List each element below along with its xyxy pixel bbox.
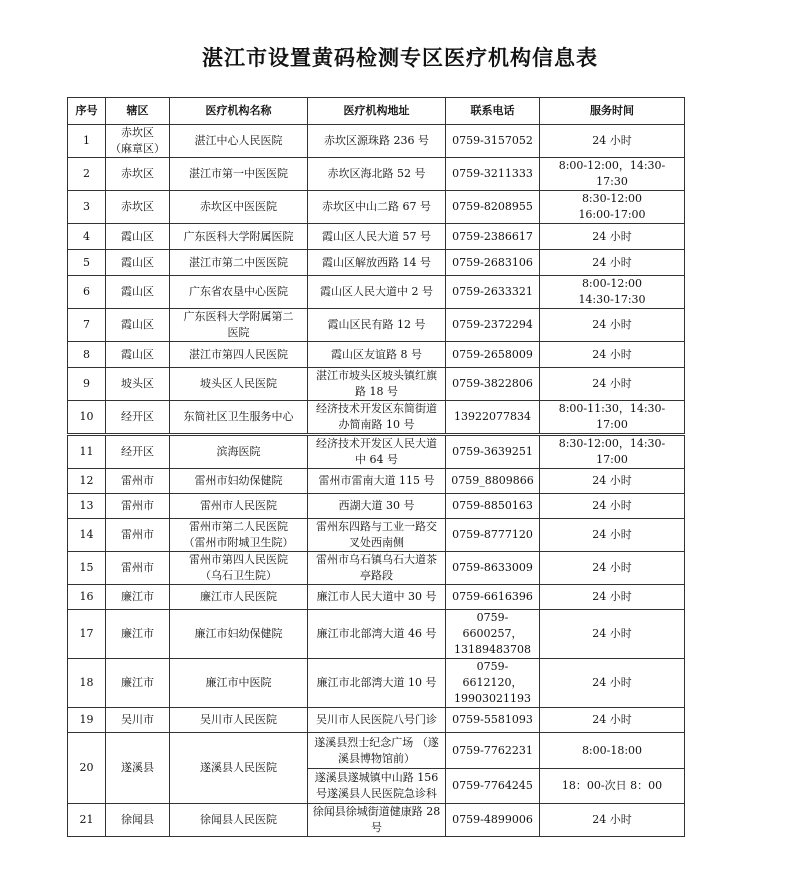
cell-hours: 24 小时: [540, 659, 685, 708]
cell-hours: 24 小时: [540, 804, 685, 837]
cell-phone: 0759-3639251: [446, 436, 540, 469]
cell-address: 经济技术开发区人民大道 中 64 号: [308, 436, 446, 469]
table-row: [68, 368, 685, 401]
cell-phone: 0759-3822806: [446, 368, 540, 401]
table-row: [68, 436, 685, 469]
cell-district: 廉江市: [106, 610, 170, 659]
cell-phone: 0759-8850163: [446, 494, 540, 519]
cell-phone: 0759-8208955: [446, 191, 540, 224]
cell-address: 雷州市乌石镇乌石大道茶 亭路段: [308, 552, 446, 585]
table-row: [68, 708, 685, 733]
cell-name: 雷州市人民医院: [170, 494, 308, 519]
cell-hours: 8:00-18:00: [540, 733, 685, 769]
cell-hours: 8:30-12:00 16:00-17:00: [540, 191, 685, 224]
cell-address: 赤坎区源珠路 236 号: [308, 125, 446, 158]
table-row: [68, 401, 685, 434]
cell-name: 廉江市妇幼保健院: [170, 610, 308, 659]
cell-no: 8: [68, 342, 106, 368]
cell-district: 雷州市: [106, 519, 170, 552]
cell-phone: 0759-7764245: [446, 769, 540, 804]
cell-no: 14: [68, 519, 106, 552]
cell-hours: 24 小时: [540, 552, 685, 585]
cell-name: 湛江中心人民医院: [170, 125, 308, 158]
cell-address: 雷州市雷南大道 115 号: [308, 469, 446, 494]
cell-hours: 24 小时: [540, 610, 685, 659]
cell-address: 霞山区友谊路 8 号: [308, 342, 446, 368]
cell-hours: 24 小时: [540, 224, 685, 250]
cell-no: 19: [68, 708, 106, 733]
cell-address: 遂溪县遂城镇中山路 156 号遂溪县人民医院急诊科: [308, 769, 446, 804]
cell-phone: 0759_8809866: [446, 469, 540, 494]
cell-hours: 24 小时: [540, 708, 685, 733]
table-row: [68, 158, 685, 191]
cell-district: 雷州市: [106, 469, 170, 494]
institution-table-part2: [67, 435, 685, 837]
table-row: [68, 469, 685, 494]
cell-name: 遂溪县人民医院: [170, 733, 308, 804]
cell-district: 赤坎区: [106, 158, 170, 191]
cell-address: 廉江市北部湾大道 46 号: [308, 610, 446, 659]
cell-phone: 0759-2683106: [446, 250, 540, 276]
cell-phone: 0759-3157052: [446, 125, 540, 158]
page-title: 湛江市设置黄码检测专区医疗机构信息表: [202, 46, 598, 70]
cell-no: 6: [68, 276, 106, 309]
cell-address: 廉江市北部湾大道 10 号: [308, 659, 446, 708]
cell-name: 滨海医院: [170, 436, 308, 469]
cell-address: 遂溪县烈士纪念广场 （遂 溪县博物馆前）: [308, 733, 446, 769]
cell-phone: 0759-8633009: [446, 552, 540, 585]
cell-name: 廉江市中医院: [170, 659, 308, 708]
cell-no: 13: [68, 494, 106, 519]
cell-name: 徐闻县人民医院: [170, 804, 308, 837]
table-row: [68, 552, 685, 585]
cell-phone: 0759-6616396: [446, 585, 540, 610]
table-row: [68, 585, 685, 610]
cell-hours: 24 小时: [540, 342, 685, 368]
cell-name: 廉江市人民医院: [170, 585, 308, 610]
header-phone: 联系电话: [446, 98, 540, 125]
cell-name: 雷州市第四人民医院 （乌石卫生院）: [170, 552, 308, 585]
cell-address: 赤坎区海北路 52 号: [308, 158, 446, 191]
cell-address: 赤坎区中山二路 67 号: [308, 191, 446, 224]
cell-address: 徐闻县徐城街道健康路 28 号: [308, 804, 446, 837]
cell-name: 坡头区人民医院: [170, 368, 308, 401]
cell-phone: 0759-8777120: [446, 519, 540, 552]
cell-district: 经开区: [106, 401, 170, 434]
table-row: [68, 125, 685, 158]
cell-address: 雷州东四路与工业一路交 叉处西南侧: [308, 519, 446, 552]
table-row: [68, 519, 685, 552]
cell-phone: 0759-4899006: [446, 804, 540, 837]
header-district: 辖区: [106, 98, 170, 125]
cell-no: 9: [68, 368, 106, 401]
header-row: [68, 98, 685, 125]
cell-phone: 0759-7762231: [446, 733, 540, 769]
cell-name: 湛江市第二中医医院: [170, 250, 308, 276]
cell-address: 经济技术开发区东简街道 办简南路 10 号: [308, 401, 446, 434]
cell-no: 15: [68, 552, 106, 585]
cell-district: 廉江市: [106, 659, 170, 708]
header-address: 医疗机构地址: [308, 98, 446, 125]
cell-hours: 24 小时: [540, 368, 685, 401]
cell-name: 湛江市第四人民医院: [170, 342, 308, 368]
table-row: [68, 733, 685, 769]
cell-district: 遂溪县: [106, 733, 170, 804]
cell-phone: 0759-2658009: [446, 342, 540, 368]
cell-phone: 0759-6612120， 19903021193: [446, 659, 540, 708]
cell-no: 5: [68, 250, 106, 276]
cell-phone: 0759-6600257， 13189483708: [446, 610, 540, 659]
cell-no: 11: [68, 436, 106, 469]
cell-hours: 8:00-12:00 14:30-17:30: [540, 276, 685, 309]
cell-address: 吴川市人民医院八号门诊: [308, 708, 446, 733]
cell-name: 东简社区卫生服务中心: [170, 401, 308, 434]
cell-no: 3: [68, 191, 106, 224]
cell-name: 雷州市妇幼保健院: [170, 469, 308, 494]
cell-name: 赤坎区中医医院: [170, 191, 308, 224]
cell-district: 雷州市: [106, 552, 170, 585]
cell-hours: 24 小时: [540, 585, 685, 610]
cell-district: 吴川市: [106, 708, 170, 733]
cell-district: 赤坎区: [106, 191, 170, 224]
cell-no: 18: [68, 659, 106, 708]
cell-hours: 24 小时: [540, 309, 685, 342]
cell-phone: 0759-2386617: [446, 224, 540, 250]
cell-district: 经开区: [106, 436, 170, 469]
cell-district: 坡头区: [106, 368, 170, 401]
cell-no: 21: [68, 804, 106, 837]
cell-district: 霞山区: [106, 342, 170, 368]
cell-district: 廉江市: [106, 585, 170, 610]
cell-district: 霞山区: [106, 250, 170, 276]
cell-phone: 0759-5581093: [446, 708, 540, 733]
cell-hours: 24 小时: [540, 250, 685, 276]
cell-name: 广东省农垦中心医院: [170, 276, 308, 309]
cell-hours: 24 小时: [540, 494, 685, 519]
cell-address: 霞山区人民大道 57 号: [308, 224, 446, 250]
cell-address: 霞山区民有路 12 号: [308, 309, 446, 342]
cell-no: 20: [68, 733, 106, 804]
cell-no: 10: [68, 401, 106, 434]
cell-address: 霞山区人民大道中 2 号: [308, 276, 446, 309]
cell-no: 4: [68, 224, 106, 250]
table-row: [68, 276, 685, 309]
cell-hours: 24 小时: [540, 469, 685, 494]
cell-district: 雷州市: [106, 494, 170, 519]
cell-address: 霞山区解放西路 14 号: [308, 250, 446, 276]
cell-no: 12: [68, 469, 106, 494]
cell-no: 2: [68, 158, 106, 191]
cell-name: 广东医科大学附属第二 医院: [170, 309, 308, 342]
table-row: [68, 224, 685, 250]
table-row: [68, 610, 685, 659]
header-name: 医疗机构名称: [170, 98, 308, 125]
cell-address: 廉江市人民大道中 30 号: [308, 585, 446, 610]
cell-no: 1: [68, 125, 106, 158]
cell-hours: 8:00-11:30，14:30-17:00: [540, 401, 685, 434]
table-row: [68, 250, 685, 276]
cell-district: 霞山区: [106, 309, 170, 342]
cell-no: 7: [68, 309, 106, 342]
cell-address: 西湖大道 30 号: [308, 494, 446, 519]
cell-district: 霞山区: [106, 276, 170, 309]
cell-phone: 0759-2633321: [446, 276, 540, 309]
cell-name: 广东医科大学附属医院: [170, 224, 308, 250]
cell-phone: 0759-2372294: [446, 309, 540, 342]
cell-hours: 8:00-12:00，14:30-17:30: [540, 158, 685, 191]
cell-no: 16: [68, 585, 106, 610]
cell-district: 霞山区: [106, 224, 170, 250]
table-row: [68, 309, 685, 342]
header-hours: 服务时间: [540, 98, 685, 125]
cell-hours: 24 小时: [540, 519, 685, 552]
header-no: 序号: [68, 98, 106, 125]
cell-district: 赤坎区 （麻章区）: [106, 125, 170, 158]
table-row: [68, 342, 685, 368]
table-row: [68, 191, 685, 224]
cell-hours: 24 小时: [540, 125, 685, 158]
institution-table-part1: [67, 97, 685, 434]
cell-address: 湛江市坡头区坡头镇红旗 路 18 号: [308, 368, 446, 401]
cell-phone: 13922077834: [446, 401, 540, 434]
cell-no: 17: [68, 610, 106, 659]
cell-name: 雷州市第二人民医院 （雷州市附城卫生院）: [170, 519, 308, 552]
cell-district: 徐闻县: [106, 804, 170, 837]
cell-hours: 8:30-12:00，14:30-17:00: [540, 436, 685, 469]
cell-phone: 0759-3211333: [446, 158, 540, 191]
cell-hours: 18：00-次日 8：00: [540, 769, 685, 804]
cell-name: 吴川市人民医院: [170, 708, 308, 733]
table-row: [68, 494, 685, 519]
table-row: [68, 659, 685, 708]
cell-name: 湛江市第一中医医院: [170, 158, 308, 191]
table-row: [68, 804, 685, 837]
